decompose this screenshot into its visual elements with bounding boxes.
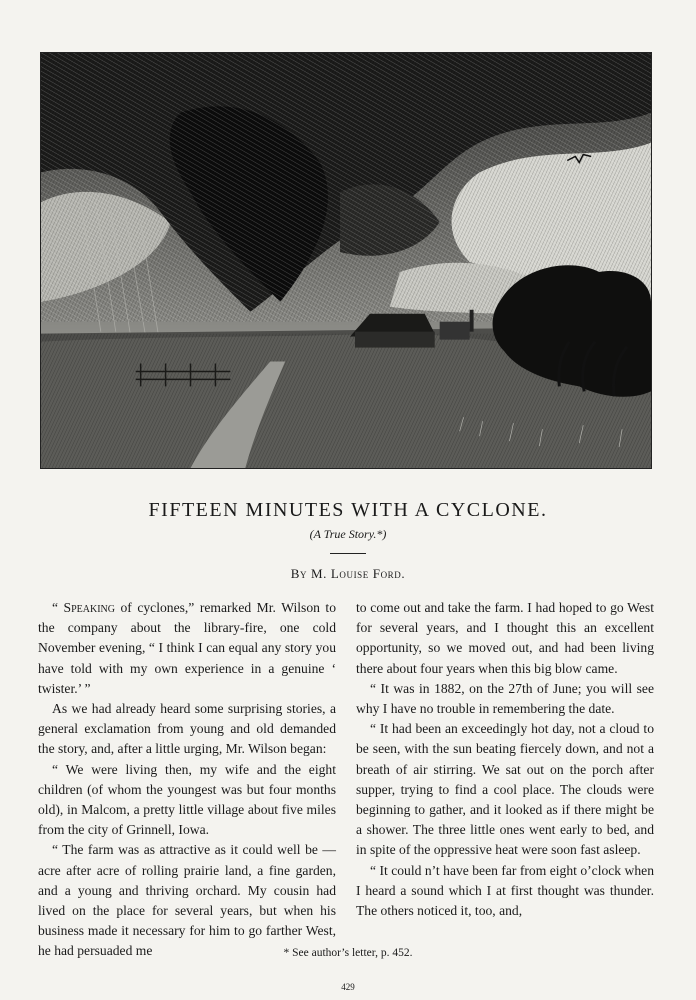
engraving-storm-landscape-icon xyxy=(41,53,651,468)
article-byline: By M. Louise Ford. xyxy=(290,566,406,581)
right-text-column xyxy=(356,598,654,921)
title-divider xyxy=(330,553,366,554)
paragraph: As we had already heard some surprising stories, a general exclamation from young and old demanded the story, and, after a little urging, Mr. Wilson began: xyxy=(38,701,336,757)
paragraph-text: of cyclones,” remarked Mr. Wilson to the company about the library-fire, one cold November evening, “ I think I can equal any story you have told with my own experience in a genuine ‘ twister.’ ” xyxy=(38,600,336,696)
paragraph: “ We were living then, my wife and the eight children (of whom the youngest was but four months old), in Malcom, a pretty little village about five miles from the city of Grinnell, Iowa. xyxy=(38,761,336,838)
paragraph-lead: “ Speaking xyxy=(52,600,115,615)
paragraph: “ It was in 1882, on the 27th of June; you will see why I have no trouble in remembering the date. xyxy=(356,680,654,717)
storm-landscape-engraving xyxy=(40,52,652,469)
paragraph: “ It had been an exceedingly hot day, not a cloud to be seen, with the sun beating fiercely down, and not a breath of air stirring. We sat out on the porch after supper, trying to find a cool place. The clouds were beginning to gather, and it looked as if there might be a shower. The three little ones went early to bed, and in spite of the oppressive heat were soon fast asleep. xyxy=(356,721,654,858)
left-text-column xyxy=(38,598,336,962)
article-title: FIFTEEN MINUTES WITH A CYCLONE. xyxy=(148,499,548,521)
article-subtitle: (A True Story.*) xyxy=(309,527,387,541)
paragraph: “ The farm was as attractive as it could well be — acre after acre of rolling prairie land, a fine garden, and a young and thriving orchard. My cousin had lived on the place for several years, but when his business made it necessary for him to go farther West, he had persuaded me xyxy=(38,842,336,959)
paragraph: to come out and take the farm. I had hoped to go West for several years, and I thought this an excellent opportunity, so we moved out, and had been living there about four years when this big blow came. xyxy=(356,600,654,676)
page-number: 429 xyxy=(341,982,355,992)
paragraph xyxy=(38,598,336,699)
paragraph: “ It could n’t have been far from eight o’clock when I heard a sound which I at first thought was thunder. The others noticed it, too, and, xyxy=(356,862,654,919)
footnote: * See author’s letter, p. 452. xyxy=(283,947,413,959)
